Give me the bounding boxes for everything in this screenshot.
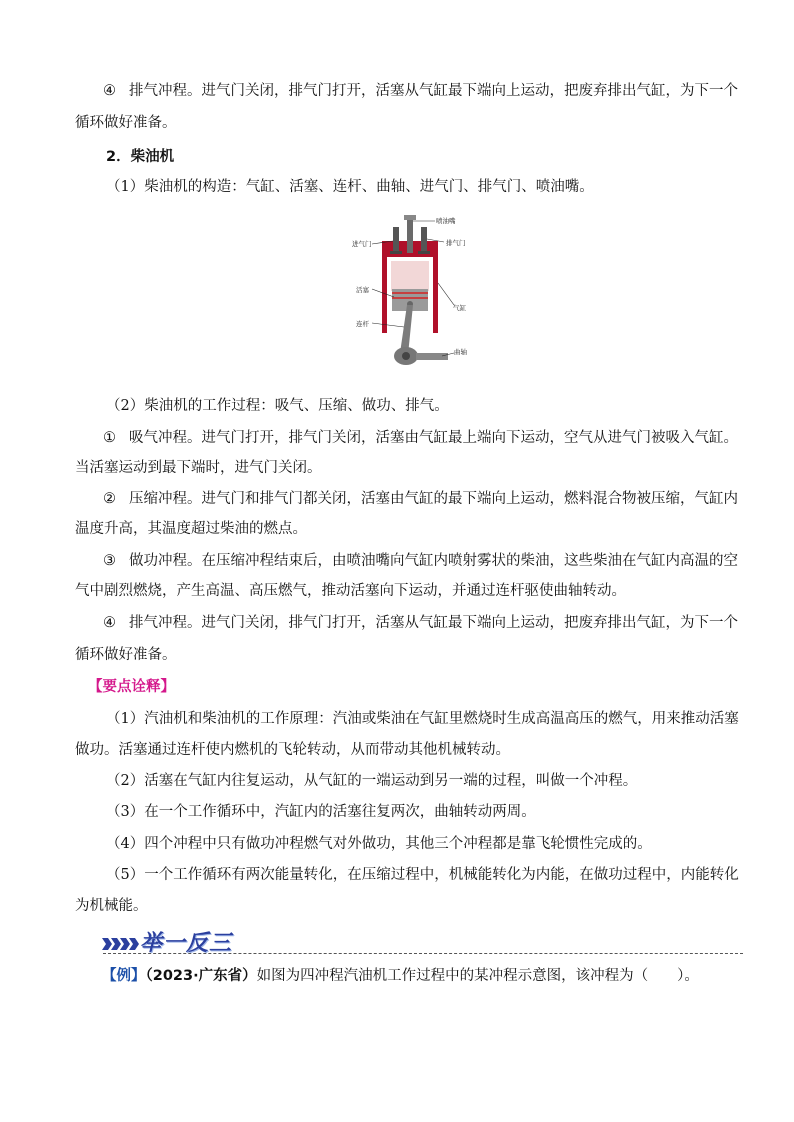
example-question (102, 966, 699, 986)
step-number: ③ (103, 553, 116, 569)
section-heading-diesel: 2．柴油机 (106, 149, 175, 165)
injector-shape (407, 217, 413, 253)
label-exhaust-valve: 排气门 (446, 239, 466, 247)
label-crank: 曲轴 (454, 348, 467, 356)
key-point-2: （2）活塞在气缸内往复运动，从气缸的一端运动到另一端的过程，叫做一个冲程。 (106, 773, 638, 789)
step-2-cont: 温度升高，其温度超过柴油的燃点。 (75, 521, 307, 537)
step-text: 排气冲程。进气门关闭，排气门打开，活塞从气缸最下端向上运动，把废弃排出气缸，为下一个 (129, 615, 738, 631)
label-intake-valve: 进气门 (352, 240, 372, 248)
combustion-chamber (391, 261, 429, 291)
diesel-structure: （1）柴油机的构造：气缸、活塞、连杆、曲轴、进气门、排气门、喷油嘴。 (106, 179, 594, 195)
chevrons-icon (100, 926, 140, 956)
step-2 (103, 489, 738, 509)
example-source: （2023·广东省） (145, 968, 257, 984)
step-text: 压缩冲程。进气门和排气门都关闭，活塞由气缸的最下端向上运动，燃料混合物被压缩，气缸内 (129, 491, 738, 507)
step-number: ① (103, 430, 116, 446)
step-1 (103, 428, 738, 448)
practice-banner (100, 926, 260, 956)
step-1-cont: 当活塞运动到最下端时，进气门关闭。 (75, 460, 322, 476)
exhaust-valve-shape (421, 227, 427, 253)
key-point-4: （4）四个冲程中只有做功冲程燃气对外做功，其他三个冲程都是靠飞轮惯性完成的。 (106, 836, 652, 852)
prev-item-4-cont: 循环做好准备。 (75, 115, 177, 131)
key-point-1: （1）汽油机和柴油机的工作原理：汽油或柴油在气缸里燃烧时生成高温高压的燃气，用来推动活塞 (106, 711, 739, 727)
label-piston: 活塞 (356, 286, 369, 294)
key-point-3: （3）在一个工作循环中，汽缸内的活塞往复两次，曲轴转动两周。 (106, 804, 536, 820)
step-3 (103, 551, 738, 571)
step-number: ④ (103, 615, 116, 631)
key-point-5: （5）一个工作循环有两次能量转化，在压缩过程中，机械能转化为内能，在做功过程中，内能转化 (106, 867, 739, 883)
step-number: ② (103, 491, 116, 507)
example-label: 【例】 (102, 968, 146, 984)
label-rod: 连杆 (356, 320, 369, 328)
banner-title: 举一反三 (140, 931, 233, 956)
intake-valve-shape (393, 227, 399, 253)
diesel-engine-diagram (350, 213, 475, 378)
banner-divider (103, 953, 743, 954)
step-4-cont: 循环做好准备。 (75, 647, 177, 663)
diesel-process: （2）柴油机的工作过程：吸气、压缩、做功、排气。 (106, 398, 449, 414)
step-3-cont: 气中剧烈燃烧，产生高温、高压燃气，推动活塞向下运动，并通过连杆驱使曲轴转动。 (75, 583, 626, 599)
key-points-title: 【要点诠释】 (88, 679, 175, 695)
key-point-1-cont: 做功。活塞通过连杆使内燃机的飞轮转动，从而带动其他机械转动。 (75, 742, 510, 758)
item-text: 排气冲程。进气门关闭，排气门打开，活塞从气缸最下端向上运动，把废弃排出气缸，为下一个 (129, 83, 738, 99)
key-point-5-cont: 为机械能。 (75, 898, 148, 914)
step-text: 做功冲程。在压缩冲程结束后，由喷油嘴向气缸内喷射雾状的柴油，这些柴油在气缸内高温的空 (129, 553, 738, 569)
item-number: ④ (103, 83, 116, 99)
prev-item-4 (103, 81, 738, 101)
example-text: 如图为四冲程汽油机工作过程中的某冲程示意图，该冲程为（ ）。 (256, 968, 699, 984)
label-cylinder: 气缸 (453, 304, 466, 312)
step-text: 吸气冲程。进气门打开，排气门关闭，活塞由气缸最上端向下运动，空气从进气门被吸入气缸。 (129, 430, 738, 446)
step-4 (103, 613, 738, 633)
label-injector: 喷油嘴 (436, 217, 456, 225)
